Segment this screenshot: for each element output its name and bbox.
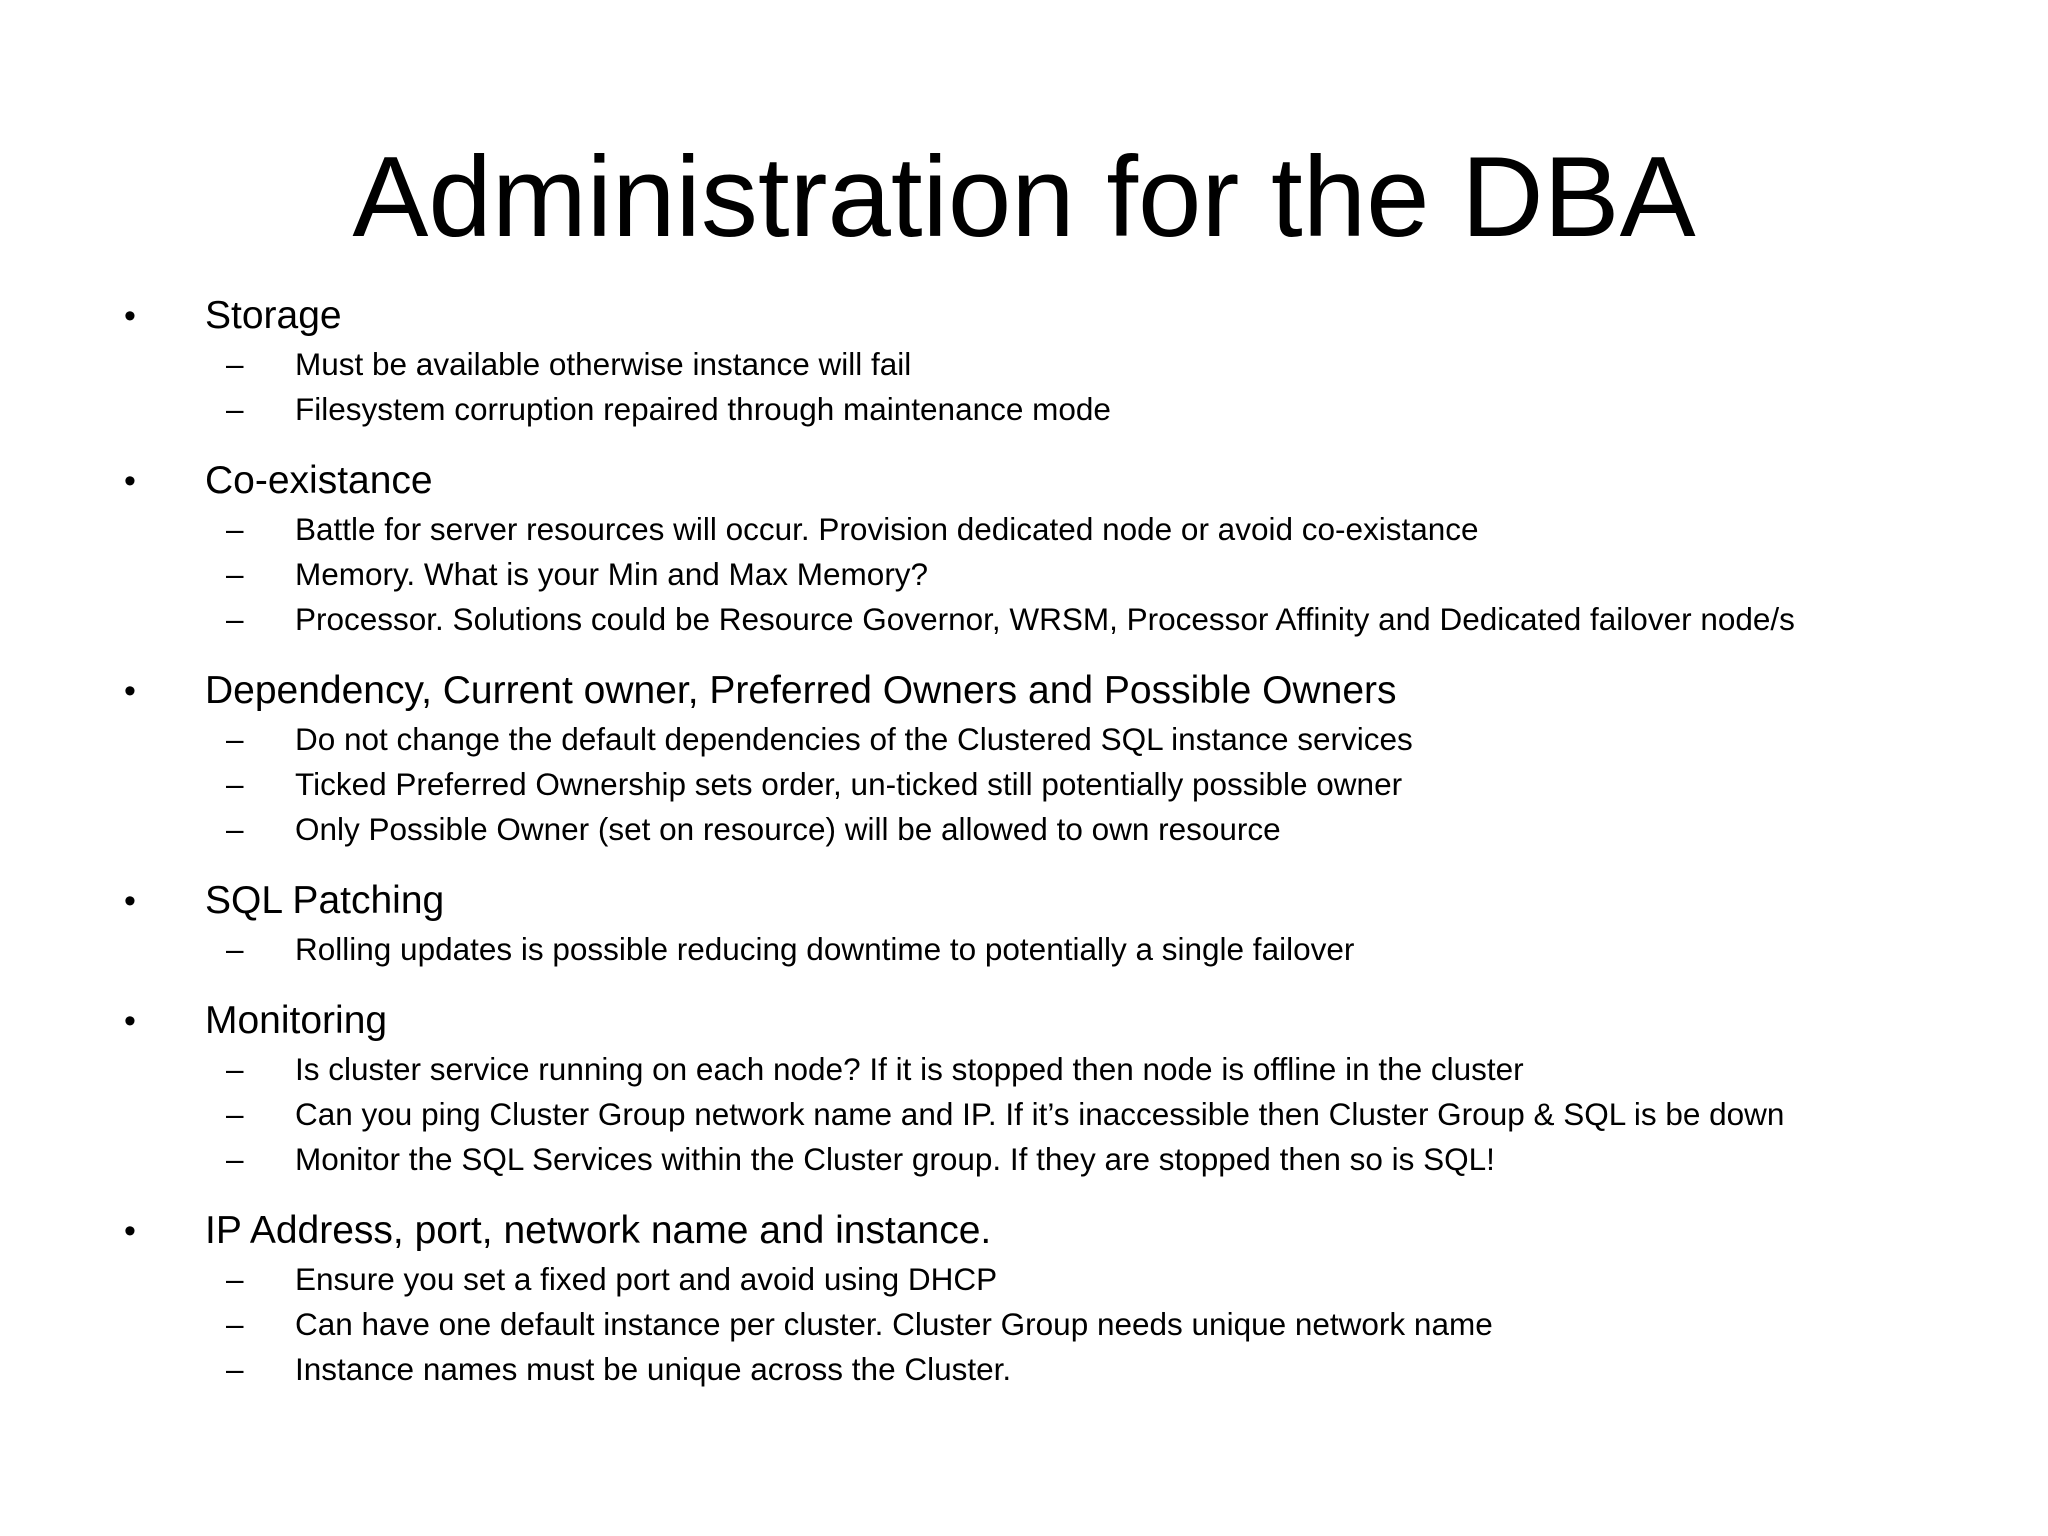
bullet-dot-icon: •: [124, 1002, 136, 1040]
sub-item-text: Can you ping Cluster Group network name and IP. If it’s inaccessible then Cluster Group & SQL is be down: [295, 1096, 1785, 1132]
dash-icon: –: [226, 1096, 244, 1132]
bullet-item: [124, 995, 2004, 1047]
bullet-dot-icon: •: [124, 1212, 136, 1250]
sub-item: [124, 1257, 2004, 1302]
dash-icon: –: [226, 721, 244, 757]
dash-icon: –: [226, 811, 244, 847]
sub-list: [124, 1047, 2004, 1182]
dash-icon: –: [226, 1141, 244, 1177]
section-monitoring: [124, 995, 2004, 1182]
sub-item-text: Processor. Solutions could be Resource Governor, WRSM, Processor Affinity and Dedicated failover node/s: [295, 601, 1795, 637]
section-co-existance: [124, 455, 2004, 642]
bullet-item: [124, 665, 2004, 717]
dash-icon: –: [226, 391, 244, 427]
sub-item: [124, 807, 2004, 852]
sub-item: [124, 1302, 2004, 1347]
sub-item: [124, 1047, 2004, 1092]
bullet-heading: Storage: [205, 294, 342, 337]
sub-item-text: Only Possible Owner (set on resource) will be allowed to own resource: [295, 811, 1281, 847]
sub-item-text: Do not change the default dependencies of the Clustered SQL instance services: [295, 721, 1413, 757]
bullet-heading: SQL Patching: [205, 879, 445, 922]
section-dependency: [124, 665, 2004, 852]
sub-item-text: Must be available otherwise instance will fail: [295, 346, 912, 382]
sub-list: [124, 717, 2004, 852]
slide-title: Administration for the DBA: [352, 134, 1696, 261]
dash-icon: –: [226, 1051, 244, 1087]
sub-item: [124, 1137, 2004, 1182]
sub-item: [124, 597, 2004, 642]
sub-item: [124, 507, 2004, 552]
sub-list: [124, 1257, 2004, 1392]
bullet-dot-icon: •: [124, 882, 136, 920]
sub-item: [124, 342, 2004, 387]
bullet-heading: Monitoring: [205, 999, 388, 1042]
dash-icon: –: [226, 766, 244, 802]
bullet-heading: IP Address, port, network name and instance.: [205, 1209, 992, 1252]
dash-icon: –: [226, 1261, 244, 1297]
sub-item-text: Is cluster service running on each node? If it is stopped then node is offline in the cluster: [295, 1051, 1524, 1087]
bullet-heading: Co-existance: [205, 459, 433, 502]
bullet-item: [124, 290, 2004, 342]
dash-icon: –: [226, 346, 244, 382]
sub-item: [124, 762, 2004, 807]
sub-item: [124, 1347, 2004, 1392]
sub-item-text: Instance names must be unique across the Cluster.: [295, 1351, 1012, 1387]
bullet-dot-icon: •: [124, 297, 136, 335]
section-sql-patching: [124, 875, 2004, 972]
sub-item-text: Monitor the SQL Services within the Cluster group. If they are stopped then so is SQL!: [295, 1141, 1495, 1177]
sub-item: [124, 552, 2004, 597]
bullet-heading: Dependency, Current owner, Preferred Owners and Possible Owners: [205, 669, 1397, 712]
dash-icon: –: [226, 511, 244, 547]
sub-item-text: Filesystem corruption repaired through maintenance mode: [295, 391, 1111, 427]
dash-icon: –: [226, 601, 244, 637]
sub-item-text: Ticked Preferred Ownership sets order, un-ticked still potentially possible owner: [295, 766, 1403, 802]
sub-item: [124, 1092, 2004, 1137]
sub-item: [124, 387, 2004, 432]
sub-list: [124, 507, 2004, 642]
sub-item-text: Battle for server resources will occur. Provision dedicated node or avoid co-existance: [295, 511, 1479, 547]
sub-item-text: Memory. What is your Min and Max Memory?: [295, 556, 929, 592]
bullet-item: [124, 1205, 2004, 1257]
bullet-dot-icon: •: [124, 462, 136, 500]
sub-item-text: Ensure you set a fixed port and avoid using DHCP: [295, 1261, 998, 1297]
dash-icon: –: [226, 1306, 244, 1342]
dash-icon: –: [226, 556, 244, 592]
section-ip-address: [124, 1205, 2004, 1392]
bullet-list: [124, 290, 2004, 1415]
sub-item-text: Can have one default instance per cluster. Cluster Group needs unique network name: [295, 1306, 1493, 1342]
dash-icon: –: [226, 1351, 244, 1387]
dash-icon: –: [226, 931, 244, 967]
bullet-item: [124, 455, 2004, 507]
section-storage: [124, 290, 2004, 432]
sub-item: [124, 717, 2004, 762]
bullet-item: [124, 875, 2004, 927]
sub-item-text: Rolling updates is possible reducing downtime to potentially a single failover: [295, 931, 1355, 967]
sub-item: [124, 927, 2004, 972]
bullet-dot-icon: •: [124, 672, 136, 710]
sub-list: [124, 927, 2004, 972]
sub-list: [124, 342, 2004, 432]
